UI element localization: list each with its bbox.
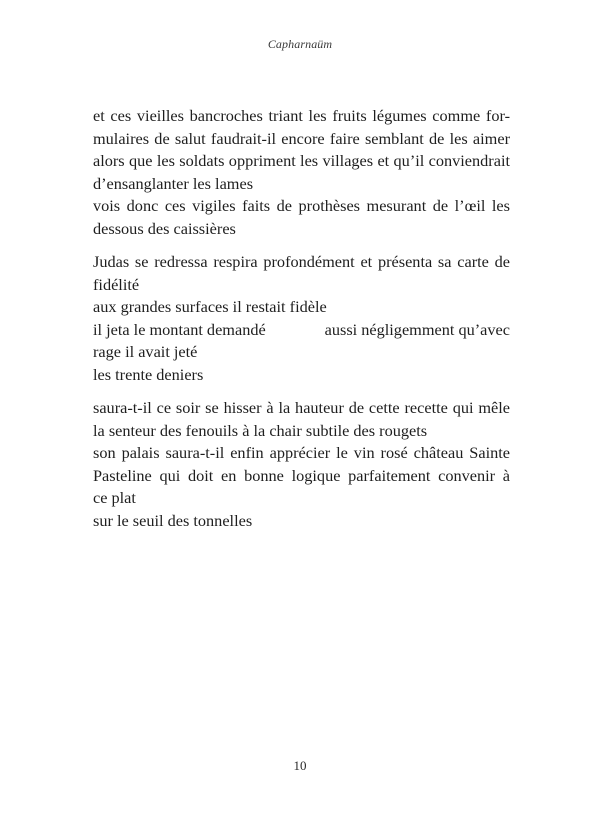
poem-line: mulaires de salut faudrait-il encore faire semblant de les aimer bbox=[93, 128, 510, 148]
poem-line: Judas se redressa respira profondément et présenta sa carte de bbox=[93, 252, 510, 271]
poem-line: la senteur des fenouils à la chair subtile des rougets bbox=[93, 420, 428, 440]
poem-line-part: aussi négligemment qu’avec bbox=[324, 319, 510, 339]
poem-line: sur le seuil des tonnelles bbox=[93, 510, 253, 530]
poem-line: les trente deniers bbox=[93, 364, 204, 384]
poem-line: Pasteline qui doit en bonne logique parfaitement convenir à bbox=[93, 465, 510, 485]
page-number: 10 bbox=[293, 758, 307, 773]
poem-line: d’ensanglanter les lames bbox=[93, 173, 254, 193]
poem-line: vois donc ces vigiles faits de prothèses mesurant de l’œil les bbox=[93, 196, 510, 215]
poem-line: rage il avait jeté bbox=[93, 342, 198, 361]
running-title: Capharnaüm bbox=[267, 37, 333, 51]
poem-line-part: il jeta le montant demandé bbox=[93, 319, 266, 339]
poem-line: dessous des caissières bbox=[93, 218, 236, 238]
poem-line: son palais saura-t-il enfin apprécier le vin rosé château Sainte bbox=[93, 443, 510, 462]
poem-line: et ces vieilles bancroches triant les fruits légumes comme for- bbox=[93, 106, 510, 125]
poem-line: aux grandes surfaces il restait fidèle bbox=[93, 297, 327, 316]
poem-line: fidélité bbox=[93, 274, 140, 294]
poem-line: saura-t-il ce soir se hisser à la hauteur de cette recette qui mêle bbox=[93, 398, 510, 417]
poem-line: alors que les soldats oppriment les villages et qu’il conviendrait bbox=[93, 151, 510, 170]
poem-line: ce plat bbox=[93, 488, 136, 507]
poem-line-split bbox=[93, 320, 510, 340]
